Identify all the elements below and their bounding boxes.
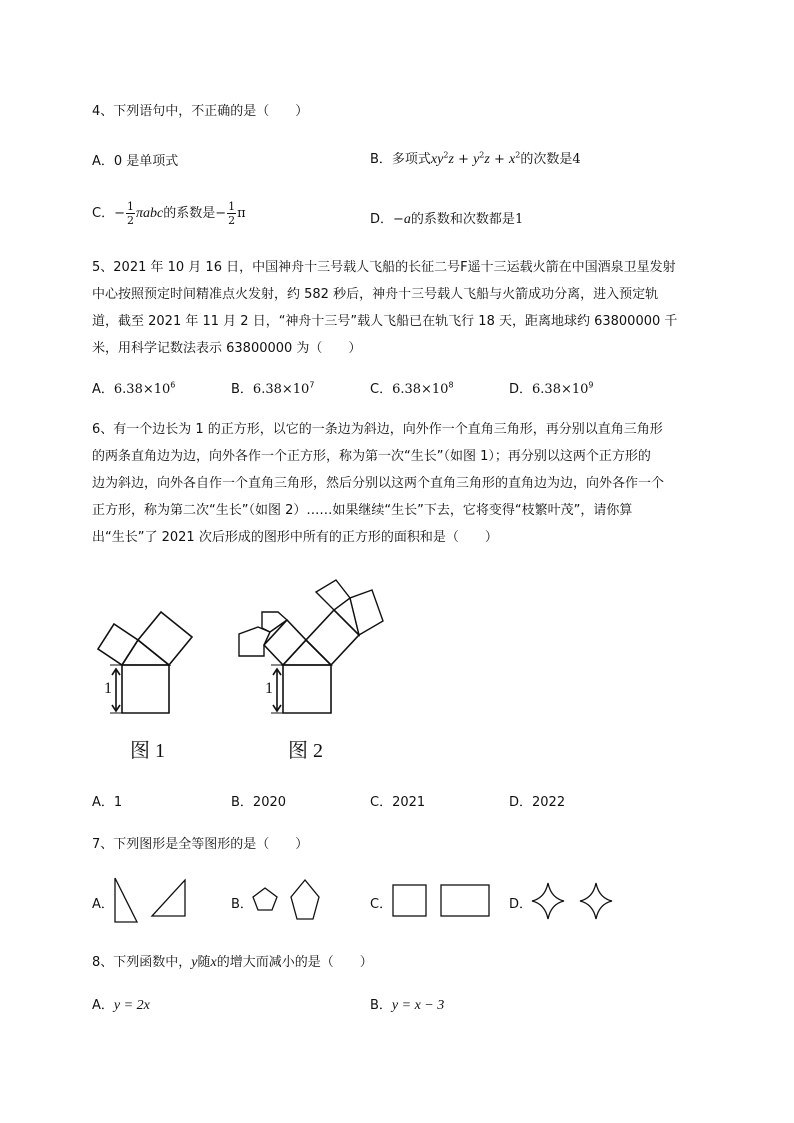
fig1-arrow-top [112,669,120,675]
q4-option-d-number: 1 [514,212,524,227]
q6-option-c: C．2021 [370,795,426,810]
fig2-triangle [283,640,331,665]
q4-option-b-prefix: B．多项式 [370,152,431,167]
fig2-side-label: 1 [265,680,273,697]
fig1-right-square [138,612,192,665]
q7-label-d: D． [509,897,533,912]
fig1-base-square [122,665,169,713]
fig2-small-square-2 [262,612,287,632]
q5-option-d: D．$6.38\times 10^9$ [509,380,594,397]
q5-line-3: 道，截至 2021 年 11 月 2 日，“神舟十三号”载人飞船已在轨飞行 18 天，距离地球约 63800000 千 [92,314,678,329]
q5-option-c: C．$6.38\times 10^8$ [370,380,454,397]
q4-option-d-suffix: 的系数和次数都是 [410,212,515,227]
q6-stem [92,416,742,551]
q7-b-pentagon-small [253,888,277,910]
q4-option-c-label: C． [92,206,115,221]
q4-option-b-degree: 4 [572,152,581,167]
q6-line-3: 边为斜边，向外各自作一个直角三角形，然后分别以这两个直角三角形的直角边为边，向外各作一个 [92,476,665,491]
q6-line-5: 出“生长”了 2021 次后形成的图形中所有的正方形的面积和是（ ） [92,530,498,545]
q7-a-triangle-1 [115,878,137,922]
fig1-arrow-bottom [112,705,120,711]
fig2-arrow-bottom [273,705,281,711]
q5-stem [92,254,742,362]
fig2-caption: 图 2 [288,740,323,762]
q7-d-star-1 [532,883,564,919]
fig2-small-square-1 [239,627,270,656]
fig2-arrow-top [273,669,281,675]
q4-option-b [370,148,581,168]
q4-option-c-monomial: − $\frac{1}{2}$ πabc [114,200,164,227]
q4-option-b-polynomial: $xy^2z + y^2z + x^2$ [430,150,521,167]
q5-line-1: 5、2021 年 10 月 16 日，中国神舟十三号载人飞船的长征二号F遥十三运载火箭在中国酒泉卫星发射 [92,260,676,275]
q7-label-b: B． [231,897,253,912]
q8-stem: 8、下列函数中，y随x的增大而减小的是（ ） [92,955,373,970]
q6-line-1: 6、有一个边长为 1 的正方形，以它的一条边为斜边，向外作一个直角三角形，再分别以直角三角形 [92,422,663,437]
figure-2-drawing [239,580,383,713]
fig1-caption: 图 1 [130,740,165,762]
fig1-triangle [122,640,169,665]
q6-line-2: 的两条直角边为边，向外各作一个正方形，称为第一次“生长”（如图 1）；再分别以这两个正方形的 [92,449,651,464]
fig2-small-square-3 [316,580,350,610]
q6-option-a: A．1 [92,795,123,810]
fig1-side-label: 1 [104,680,112,697]
q4-option-d-label: D． [370,212,394,227]
q4-option-c-middle: 的系数是 [163,206,216,221]
figure-1-drawing [98,612,192,713]
q4-option-c [92,200,246,227]
q4-option-d-term: −a [393,212,411,227]
fig2-right-square [306,610,359,665]
q4-option-b-suffix: 的次数是 [520,152,573,167]
q6-option-b: B．2020 [231,795,287,810]
q5-option-a: A．$6.38\times 10^6$ [92,380,176,397]
q5-option-b: B．$6.38\times 10^7$ [231,380,315,397]
q7-label-c: C． [370,897,393,912]
fig2-base-square [283,665,331,713]
q4-stem: 4、下列语句中，不正确的是（ ） [92,104,309,119]
q5-line-4: 米，用科学记数法表示 63800000 为（ ） [92,341,362,356]
q7-b-pentagon-large [291,880,319,919]
q7-a-triangle-2 [152,880,185,916]
q7-c-square [393,885,426,916]
q7-label-a: A． [92,897,114,912]
q8-option-a: A．y = 2x [92,998,150,1013]
q6-option-d: D．2022 [509,795,566,810]
q4-option-d [370,208,523,228]
q7-stem: 7、下列图形是全等图形的是（ ） [92,837,309,852]
q4-option-c-coefficient: − $\frac{1}{2}$ π [215,200,246,227]
q6-line-4: 正方形，称为第二次“生长”（如图 2）……如果继续“生长”下去，它将变得“枝繁叶茂”，请你算 [92,503,633,518]
fig2-small-square-4 [350,590,383,635]
q4-option-a: A．0 是单项式 [92,154,179,169]
q7-c-rectangle [441,885,489,916]
fig1-left-square [98,624,138,665]
q5-line-2: 中心按照预定时间精准点火发射，约 582 秒后，神舟十三号载人飞船与火箭成功分离，进入预定轨 [92,287,659,302]
q7-d-star-2 [580,883,612,919]
fig2-left-square [264,620,306,665]
q8-option-b: B．y = x − 3 [370,998,445,1013]
